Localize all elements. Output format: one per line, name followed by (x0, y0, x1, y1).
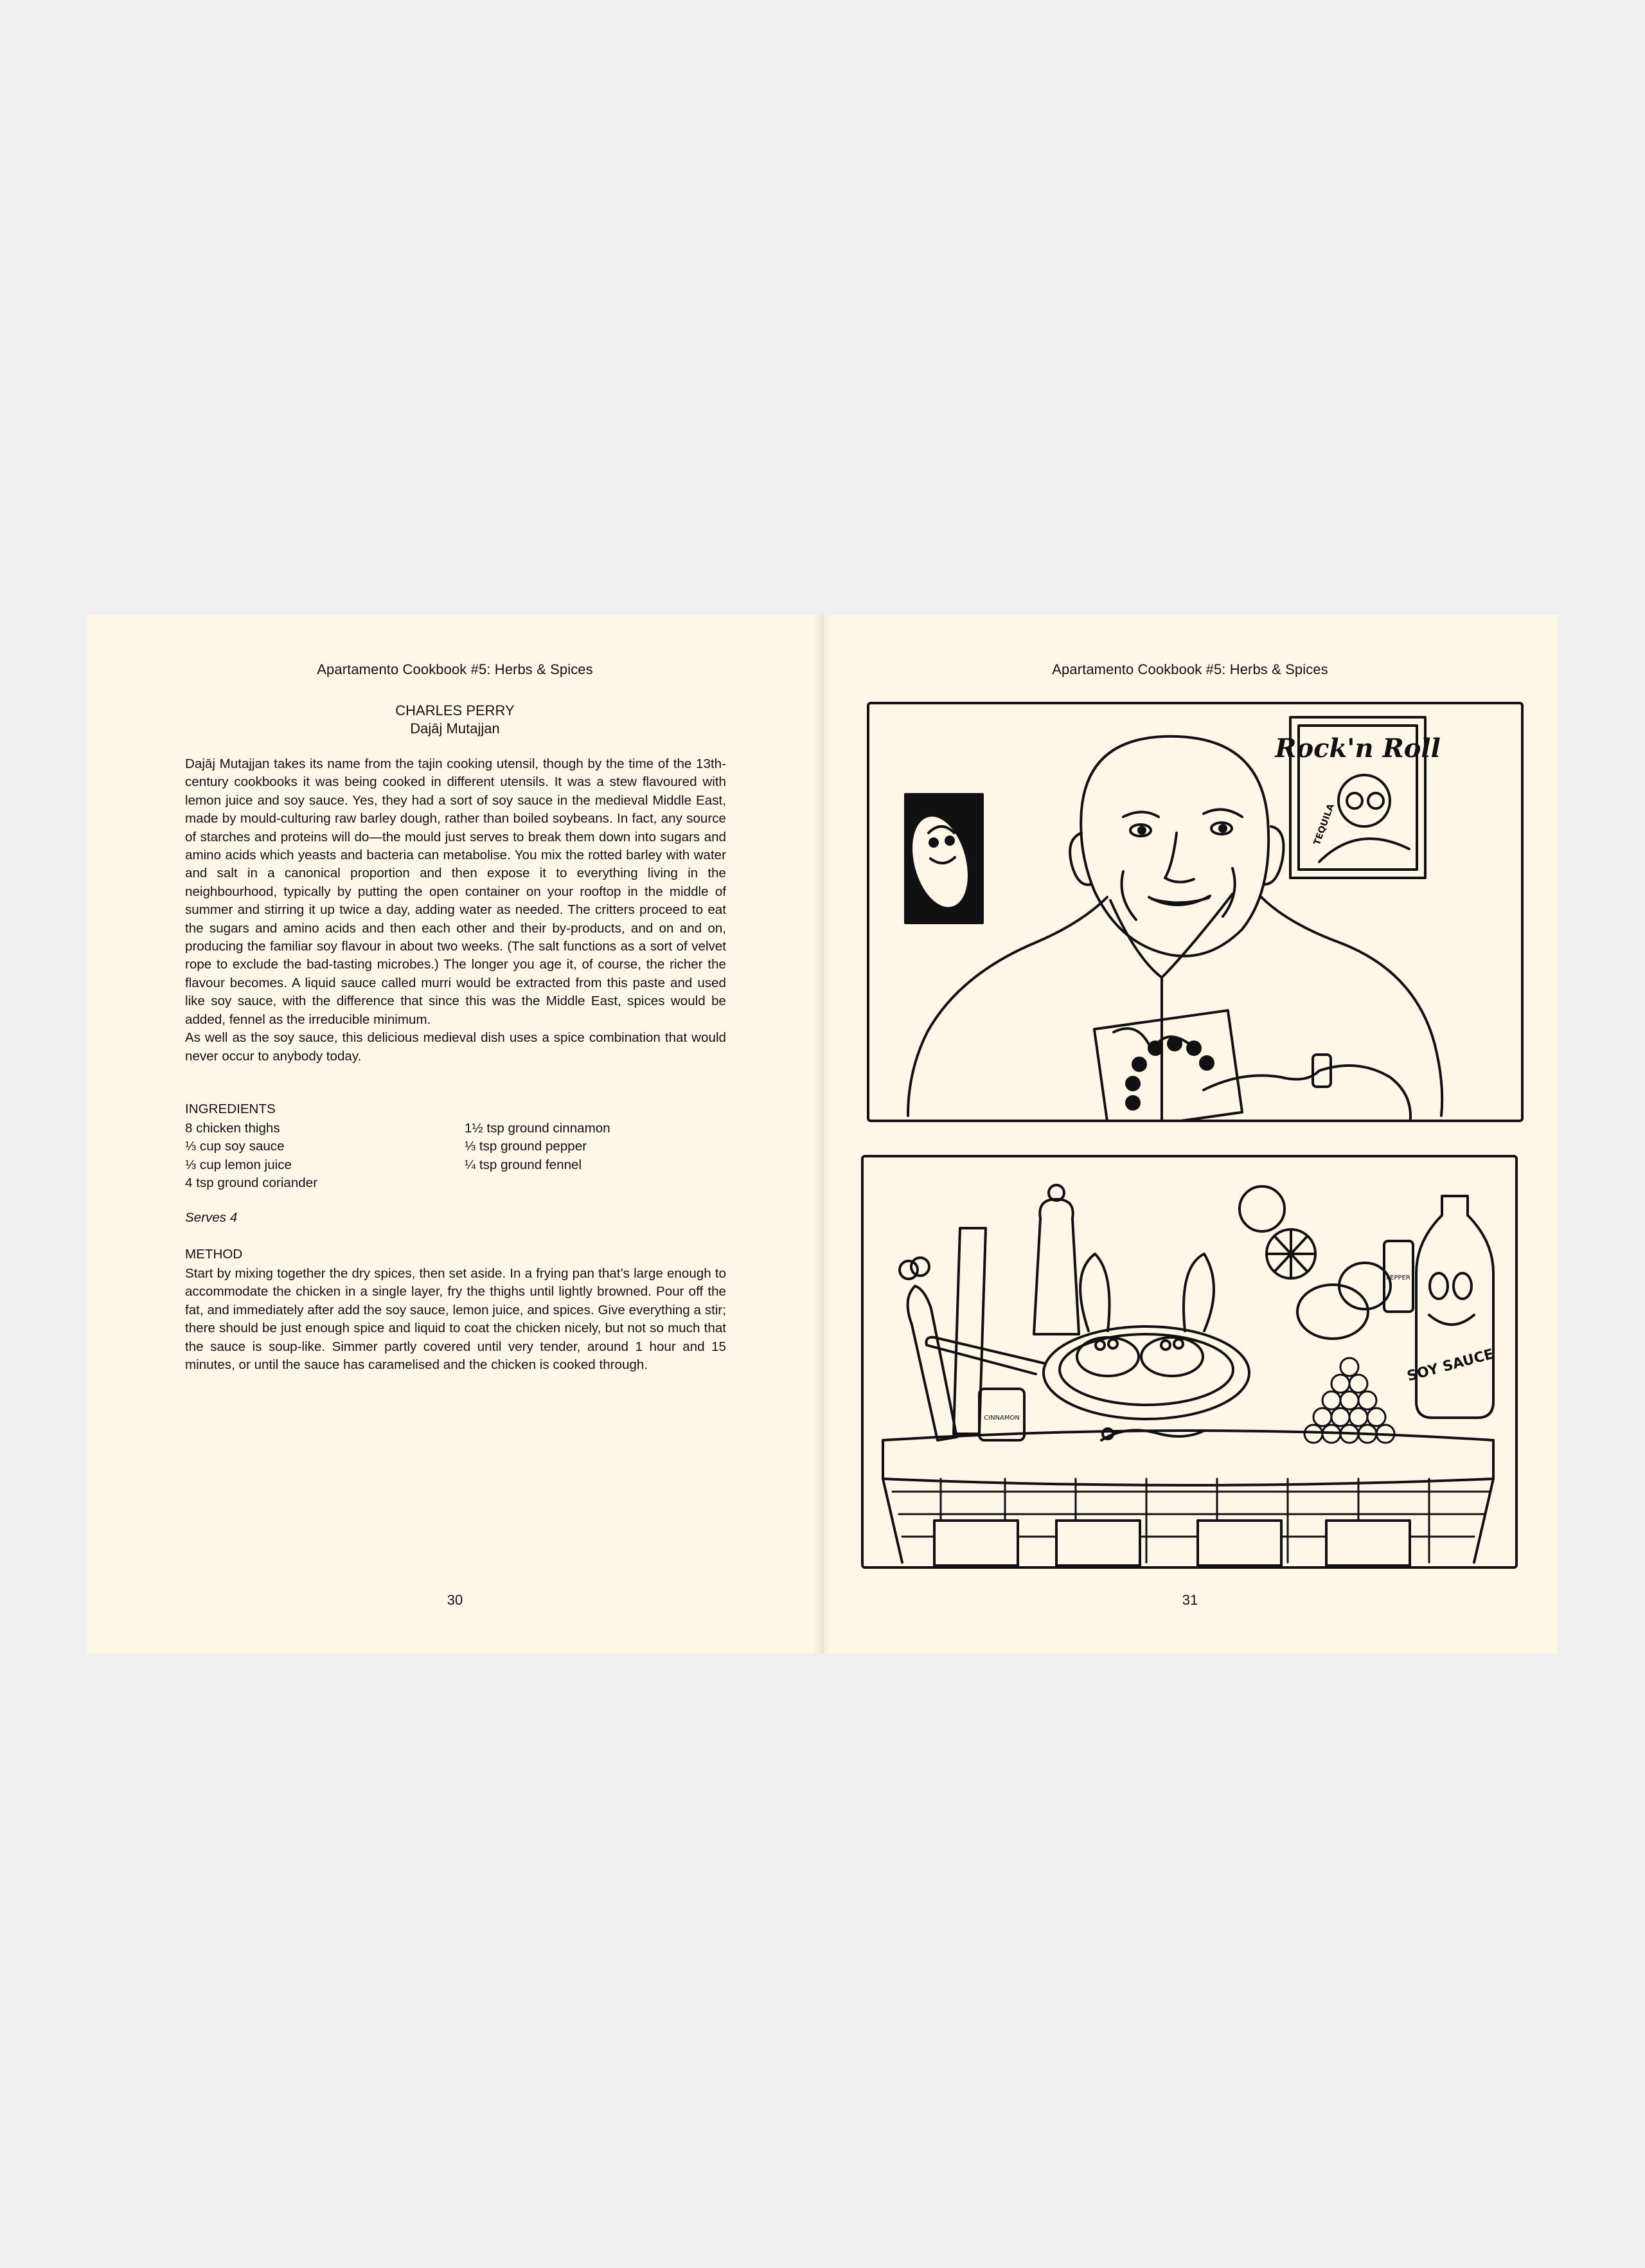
intro-paragraph: Dajāj Mutajjan takes its name from the tajin cooking utensil, though by the time of the 13th-century cookbooks it was being cooked in different utensils. It was a stew flavoured with lemon juice and soy sauce. Yes, they had a sort of soy sauce in the medieval Middle East, made by mould-culturing raw barley dough, rather than boiled soybeans. In fact, any source of starches and proteins will do—the mould just serves to break them down into sugars and amino acids which yeasts and bacteria can metabolise. You mix the rotted barley with water and salt in a canonical proportion and then expose it to everything living in the neighbourhood, typically by putting the open container on your rooftop in the middle of summer and stirring it up twice a day, adding water as needed. The critters proceed to eat the sugars and amino acids and then each other and their by-products, and on and on, producing the familiar soy flavour in about two weeks. (The salt functions as a sort of velvet rope to exclude the bad-tasting microbes.) The longer you age it, of course, the richer the flavour becomes. A liquid sauce called murri would be extracted from this paste and used like soy sauce, with the difference that since this was the Middle East, spices would be added, fennel as the irreducible minimum. (185, 756, 726, 1027)
portrait-drawing (869, 704, 1521, 1120)
recipe-title: Dajāj Mutajjan (410, 720, 500, 737)
page-number: 31 (1182, 1592, 1198, 1608)
method-text: Start by mixing together the dry spices, then set aside. In a frying pan that’s large enough to accommodate the chicken in a single layer, fry the thighs until lightly browned. Pour off the fat, and immediately after add the soy sauce, lemon juice, and spices. Give everything a stir; there should be just enough spice and liquid to coat the chicken nicely, but not so much that the sauce is soup-like. Simmer partly covered until very tender, around 1 hour and 15 minutes, or until the sauce has caramelised and the chicken is cooked through. (185, 1266, 726, 1373)
cinnamon-label: CINNAMON (984, 1415, 1020, 1422)
ingredient-item: ⅓ cup soy sauce (185, 1139, 285, 1154)
running-head: Apartamento Cookbook #5: Herbs & Spices (1052, 661, 1328, 677)
intro-text (185, 755, 726, 1066)
ingredient-item: ⅓ tsp ground pepper (465, 1139, 587, 1154)
method-title: METHOD (185, 1247, 243, 1262)
right-page (822, 615, 1558, 1654)
poster-subtext: TEQUILA (1312, 802, 1337, 847)
ingredient-item: 4 tsp ground coriander (185, 1175, 318, 1191)
ingredients-column (465, 1120, 610, 1174)
poster-title: Rock'n Roll (1275, 733, 1441, 763)
intro-paragraph: As well as the soy sauce, this delicious medieval dish uses a spice combination that would never occur to anybody today. (185, 1030, 726, 1064)
pepper-label: PEPPER (1386, 1274, 1410, 1281)
running-head: Apartamento Cookbook #5: Herbs & Spices (317, 661, 593, 677)
ingredients-column (185, 1120, 317, 1193)
left-page (87, 615, 822, 1654)
kitchen-illustration (861, 1155, 1518, 1569)
book-spread (87, 615, 1558, 1654)
ingredients-title: INGREDIENTS (185, 1102, 276, 1116)
page-number: 30 (447, 1592, 463, 1608)
soy-sauce-label: SOY SAUCE (1405, 1346, 1496, 1385)
kitchen-drawing (864, 1157, 1515, 1566)
ingredient-item: 8 chicken thighs (185, 1121, 280, 1136)
ingredient-item: ¼ tsp ground fennel (465, 1157, 582, 1172)
serves-note: Serves 4 (185, 1210, 238, 1225)
recipe-heading (87, 702, 822, 738)
ingredient-item: ⅓ cup lemon juice (185, 1157, 292, 1172)
author-name: CHARLES PERRY (395, 702, 515, 719)
portrait-illustration (867, 702, 1524, 1122)
ingredient-item: 1½ tsp ground cinnamon (465, 1121, 610, 1136)
